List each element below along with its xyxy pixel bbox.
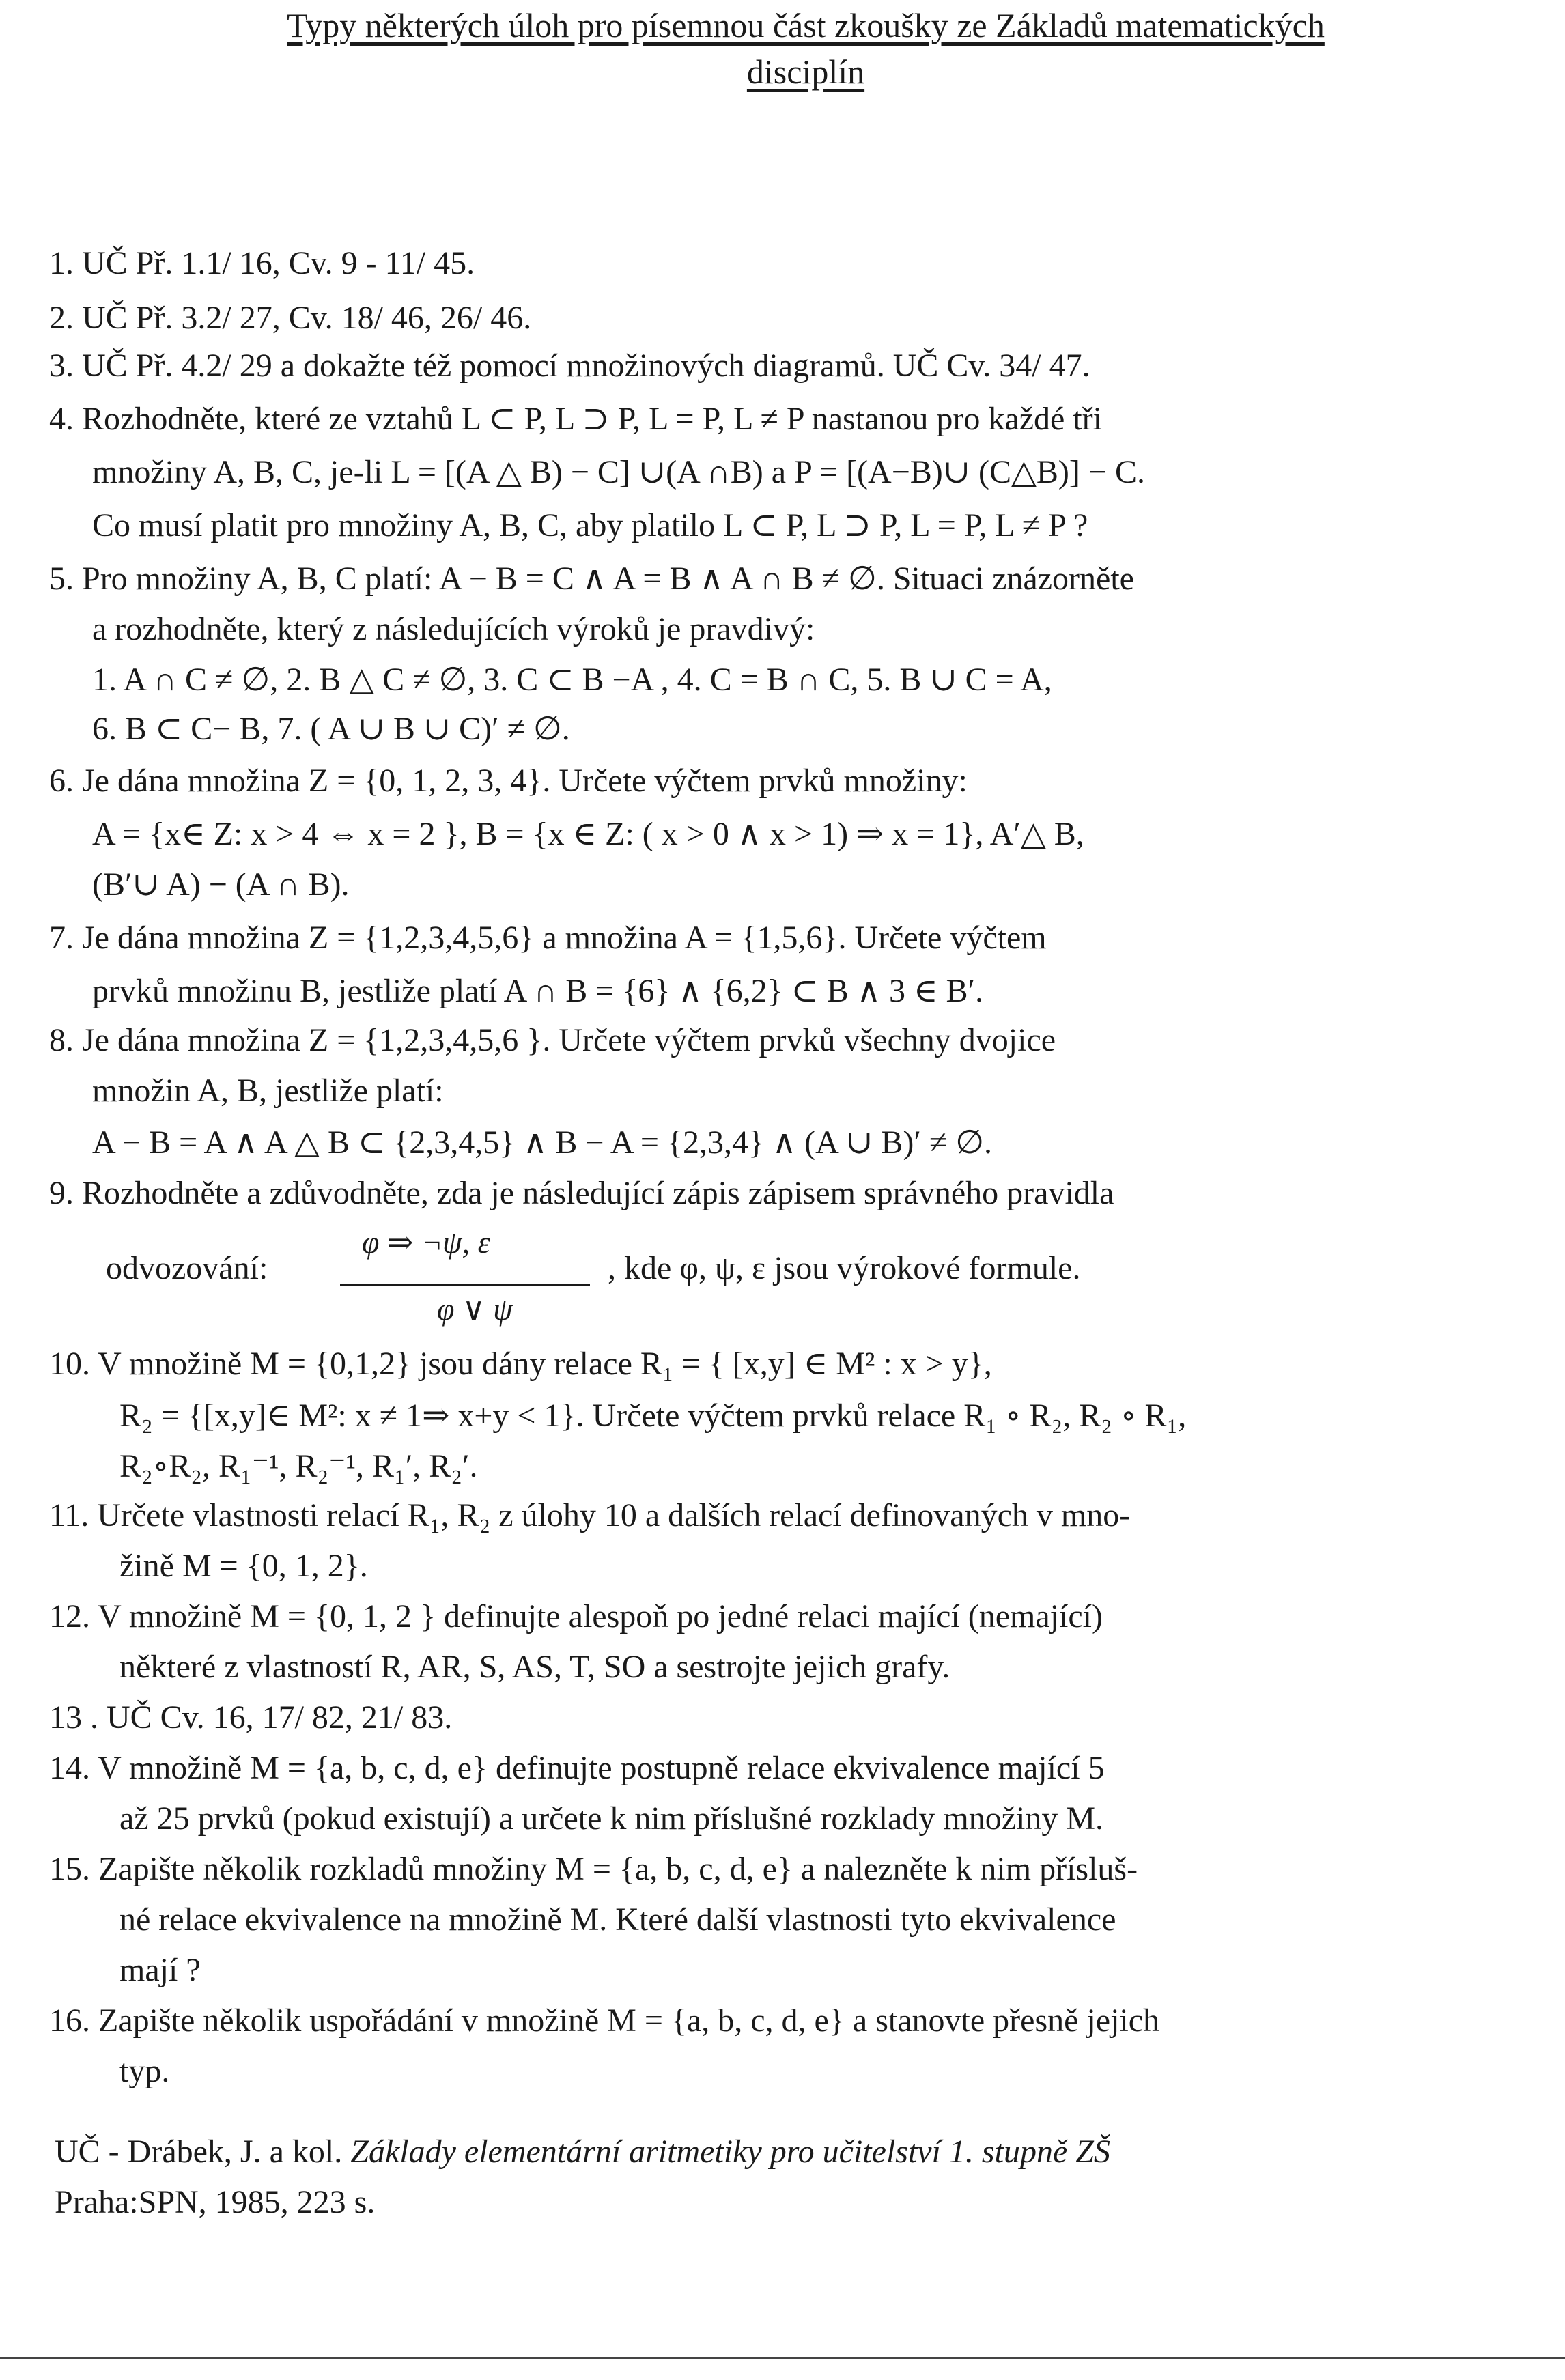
text-line-l21: , kde φ, ψ, ε jsou výrokové formule. [608,1250,1081,1286]
text-line-l19: 9. Rozhodněte a zdůvodněte, zda je následující zápis zápisem správného pravidla [49,1175,1114,1211]
text-line-l01: 1. UČ Př. 1.1/ 16, Cv. 9 - 11/ 45. [49,245,475,281]
text-line-l17: množin A, B, jestliže platí: [92,1073,444,1109]
text-line-l22: 10. V množině M = {0,1,2} jsou dány relace R₁ = { [x,y] ∈ M² : x > y}, [49,1346,992,1382]
text-line-l12: A = {x∈ Z: x > 4 ⇔ x = 2 }, B = {x ∈ Z: ( x > 0 ∧ x > 1) ⇒ x = 1}, A′△ B, [92,816,1084,852]
text-line-l06: Co musí platit pro množiny A, B, C, aby platilo L ⊂ P, L ⊃ P, L = P, L ≠ P ? [92,507,1088,543]
text-line-l11: 6. Je dána množina Z = {0, 1, 2, 3, 4}. Určete výčtem prvků množiny: [49,763,968,799]
text-line-l25: 11. Určete vlastnosti relací R₁, R₂ z úlohy 10 a dalších relací definovaných v mno- [49,1497,1131,1533]
text-line-l16: 8. Je dána množina Z = {1,2,3,4,5,6 }. Určete výčtem prvků všechny dvojice [49,1022,1056,1058]
footnote-book-title: Základy elementární aritmetiky pro učitelství 1. stupně ZŠ [350,2134,1110,2170]
document-title-continued: disciplín [746,53,865,91]
text-line-l36: typ. [119,2053,170,2089]
text-line-l30: 14. V množině M = {a, b, c, d, e} definujte postupně relace ekvivalence mající 5 [49,1750,1105,1786]
text-line-l29: 13 . UČ Cv. 16, 17/ 82, 21/ 83. [49,1699,453,1736]
text-line-l10: 6. B ⊂ C− B, 7. ( A ∪ B ∪ C)′ ≠ ∅. [92,711,570,747]
text-line-l08: a rozhodněte, který z následujících výroků je pravdivý: [92,611,815,647]
text-line-l05: množiny A, B, C, je-li L = [(A △ B) − C] ∪(A ∩B) a P = [(A−B)∪ (C△B)] − C. [92,454,1145,490]
text-line-l27: 12. V množině M = {0, 1, 2 } definujte alespoň po jedné relaci mající (nemající) [49,1598,1103,1634]
text-line-l09: 1. A ∩ C ≠ ∅, 2. B △ C ≠ ∅, 3. C ⊂ B −A , 4. C = B ∩ C, 5. B ∪ C = A, [92,662,1052,698]
text-line-l26: žině M = {0, 1, 2}. [119,1548,368,1584]
text-line-l04: 4. Rozhodněte, které ze vztahů L ⊂ P, L ⊃ P, L = P, L ≠ P nastanou pro každé tři [49,401,1102,437]
scan-bottom-edge [0,2357,1565,2359]
text-line-l13: (B′∪ A) − (A ∩ B). [92,866,350,903]
inference-numerator: φ ⇒ ¬ψ, ε [362,1225,490,1260]
inference-denominator: φ ∨ ψ [437,1292,513,1327]
text-line-l33: né relace ekvivalence na množině M. Které další vlastnosti tyto ekvivalence [119,1901,1116,1938]
text-line-l28: některé z vlastností R, AR, S, AS, T, SO a sestrojte jejich grafy. [119,1649,950,1685]
text-line-l34: mají ? [119,1952,201,1988]
fraction-bar [340,1284,590,1286]
text-line-l02: 2. UČ Př. 3.2/ 27, Cv. 18/ 46, 26/ 46. [49,300,532,336]
footnote-line-2: Praha:SPN, 1985, 223 s. [55,2184,376,2220]
text-line-l31: až 25 prvků (pokud existují) a určete k nim příslušné rozklady množiny M. [119,1800,1104,1837]
text-line-l15: prvků množinu B, jestliže platí A ∩ B = {6} ∧ {6,2} ⊂ B ∧ 3 ∈ B′. [92,973,984,1009]
text-line-l32: 15. Zapište několik rozkladů množiny M = {a, b, c, d, e} a nalezněte k nim přísluš- [49,1851,1138,1887]
text-line-l35: 16. Zapište několik uspořádání v množině M = {a, b, c, d, e} a stanovte přesně jejich [49,2002,1160,2039]
text-line-l18: A − B = A ∧ A △ B ⊂ {2,3,4,5} ∧ B − A = {2,3,4} ∧ (A ∪ B)′ ≠ ∅. [92,1124,993,1161]
text-line-l07: 5. Pro množiny A, B, C platí: A − B = C ∧ A = B ∧ A ∩ B ≠ ∅. Situaci znázorněte [49,561,1134,597]
document-title: Typy některých úloh pro písemnou část zkoušky ze Základů matematických [287,6,1325,44]
footnote-prefix: UČ - Drábek, J. a kol. [55,2134,351,2170]
text-line-l23: R₂ = {[x,y]∈ M²: x ≠ 1⇒ x+y < 1}. Určete výčtem prvků relace R₁ ∘ R₂, R₂ ∘ R₁, [119,1398,1187,1434]
text-line-l24: R₂∘R₂, R₁⁻¹, R₂⁻¹, R₁′, R₂′. [119,1448,478,1484]
text-line-l03: 3. UČ Př. 4.2/ 29 a dokažte též pomocí množinových diagramů. UČ Cv. 34/ 47. [49,348,1090,384]
text-line-l14: 7. Je dána množina Z = {1,2,3,4,5,6} a množina A = {1,5,6}. Určete výčtem [49,920,1047,956]
text-line-l20: odvozování: [106,1250,268,1286]
footnote-line-1 [55,2136,1110,2168]
